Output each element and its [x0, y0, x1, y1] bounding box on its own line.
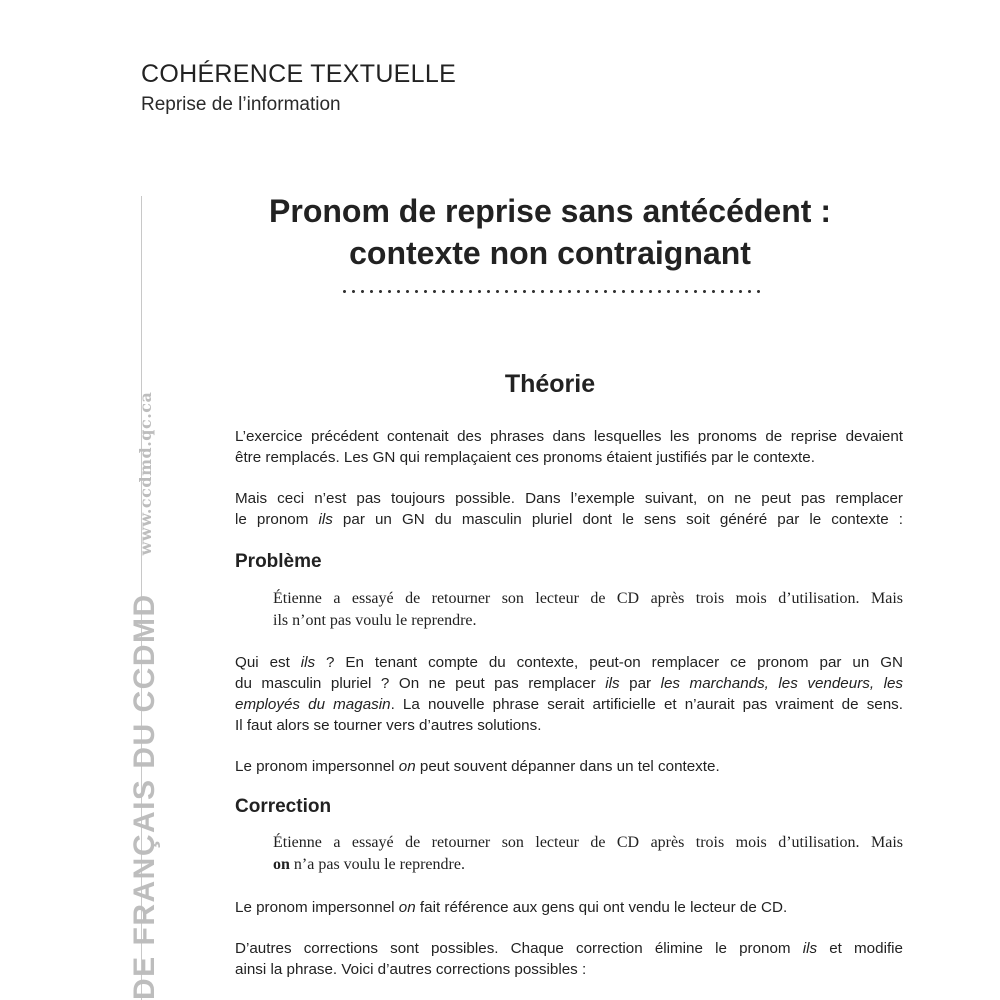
dotted-divider: [340, 290, 760, 293]
paragraph-4: Le pronom impersonnel on peut souvent dépanner dans un tel contexte.: [235, 758, 720, 775]
paragraph-6: [235, 938, 903, 980]
probleme-example: [273, 588, 903, 632]
correction-line2: on n’a pas voulu le reprendre.: [273, 856, 465, 873]
correction-example: [273, 832, 903, 876]
sidebar-vertical-text: [128, 392, 162, 1000]
paragraph-1-line1: L’exercice précédent contenait des phrases dans lesquelles les pronoms de reprise devaient: [235, 428, 903, 445]
correction-heading: Correction: [235, 796, 332, 817]
paragraph-5: Le pronom impersonnel on fait référence aux gens qui ont vendu le lecteur de CD.: [235, 899, 788, 916]
paragraph-3: [235, 652, 903, 736]
probleme-line2: ils n’ont pas voulu le reprendre.: [273, 612, 477, 629]
sidebar-url: www.ccdmd.qc.ca: [136, 391, 155, 556]
paragraph-6-line2: ainsi la phrase. Voici d’autres corrections possibles :: [235, 961, 587, 978]
section-title: COHÉRENCE TEXTUELLE: [141, 60, 457, 88]
paragraph-1-line2: être remplacés. Les GN qui remplaçaient ces pronoms étaient justifiés par le contexte.: [235, 449, 815, 466]
sidebar-publisher: DE FRANÇAIS DU CCDMD: [128, 593, 161, 1000]
paragraph-2-line2: le pronom ils par un GN du masculin pluriel dont le sens soit généré par le contexte :: [235, 511, 903, 528]
paragraph-2: [235, 488, 903, 530]
probleme-line1: Étienne a essayé de retourner son lecteur de CD après trois mois d’utilisation. Mais: [273, 590, 903, 607]
paragraph-1: [235, 426, 903, 468]
paragraph-3-line2: du masculin pluriel ? On ne peut pas remplacer ils par les marchands, les vendeurs, les: [235, 675, 904, 692]
paragraph-3-line1: Qui est ils ? En tenant compte du contexte, peut-on remplacer ce pronom par un GN: [235, 654, 903, 671]
paragraph-6-line1: D’autres corrections sont possibles. Chaque correction élimine le pronom ils et modifie: [235, 940, 903, 957]
correction-line1: Étienne a essayé de retourner son lecteur de CD après trois mois d’utilisation. Mais: [273, 834, 903, 851]
paragraph-3-line4: Il faut alors se tourner vers d’autres solutions.: [235, 717, 542, 734]
page-title: [190, 190, 910, 274]
paragraph-2-line1: Mais ceci n’est pas toujours possible. Dans l’exemple suivant, on ne peut pas remplacer: [235, 490, 903, 507]
section-subtitle: Reprise de l’information: [141, 94, 341, 115]
page-title-line2: contexte non contraignant: [349, 235, 751, 271]
probleme-heading: Problème: [235, 551, 322, 572]
page-title-line1: Pronom de reprise sans antécédent :: [269, 193, 831, 229]
theory-heading: Théorie: [504, 370, 596, 398]
paragraph-3-line3: employés du magasin. La nouvelle phrase serait artificielle et n’aurait pas vraiment de sens.: [235, 696, 904, 713]
